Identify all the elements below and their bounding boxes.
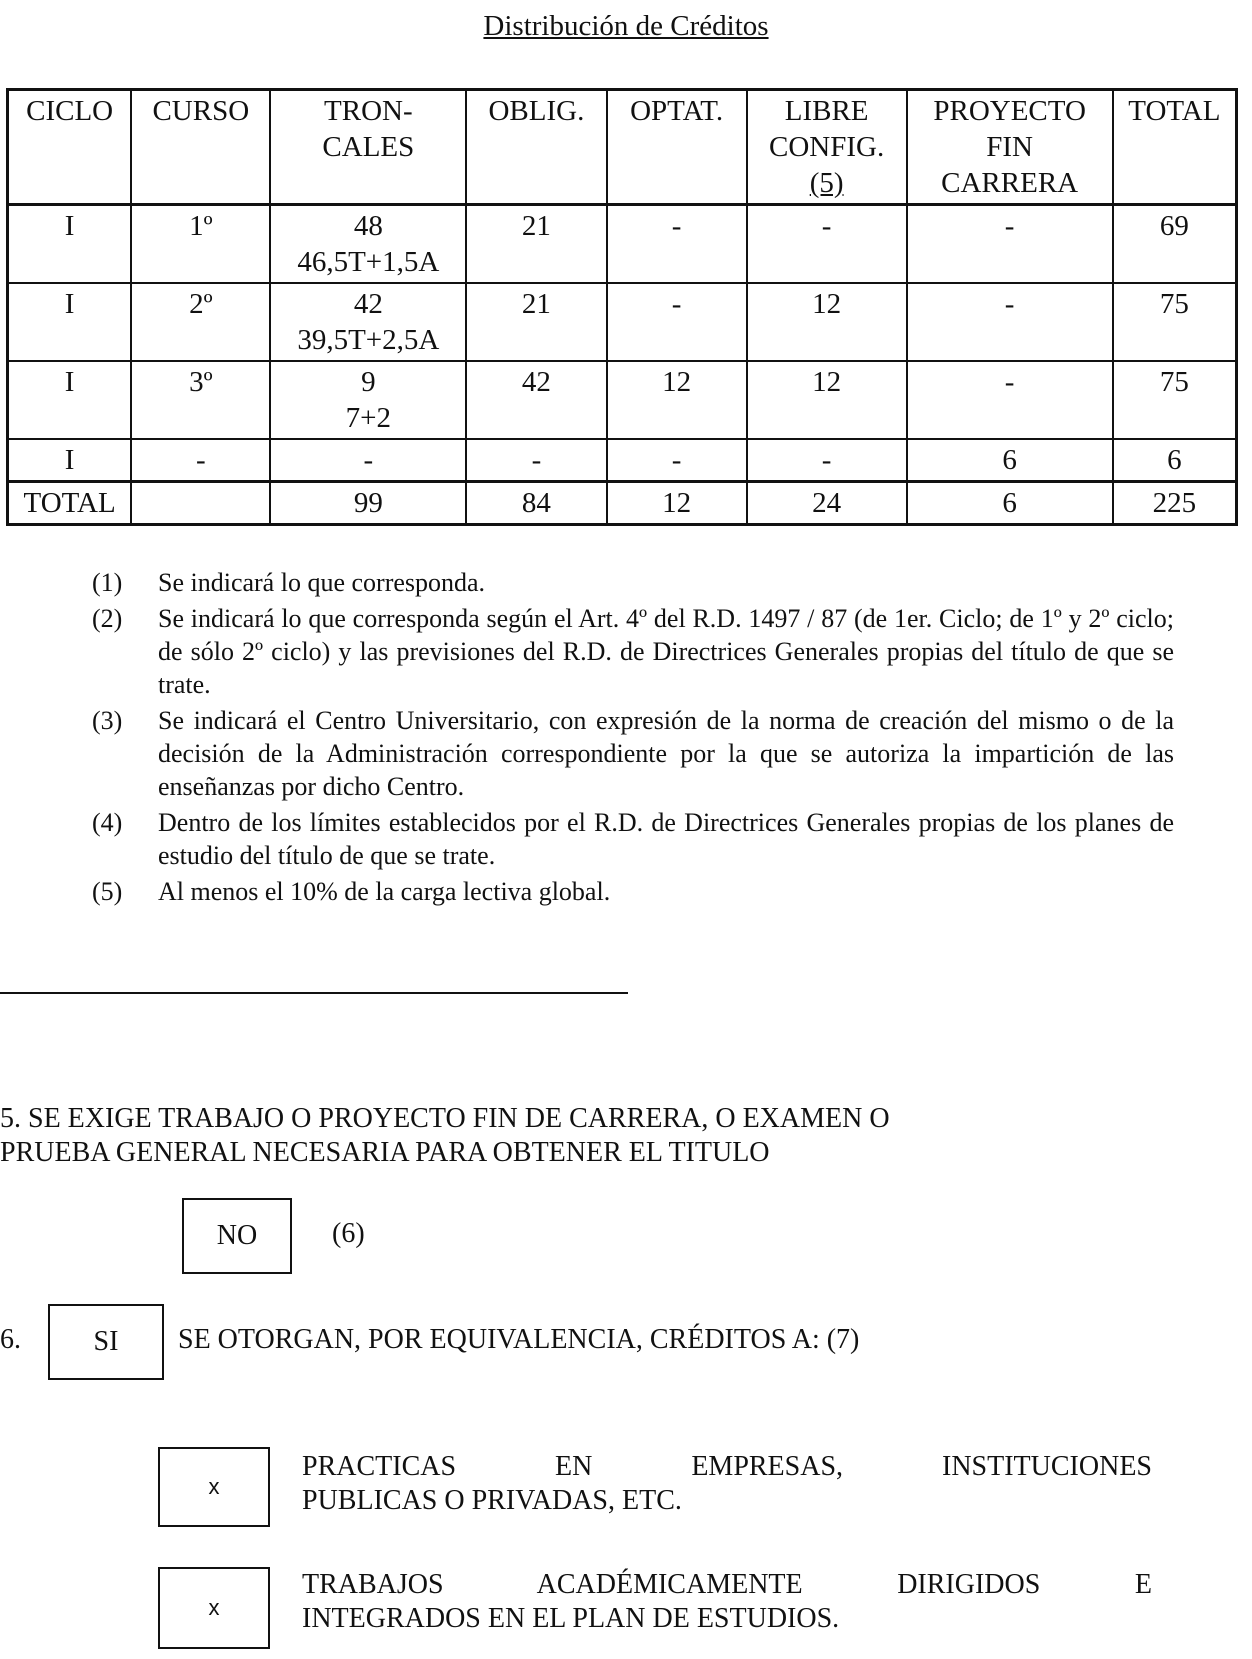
table-row	[8, 283, 1237, 361]
cell-oblig: 42	[466, 361, 606, 439]
cell-troncales: -	[270, 439, 466, 482]
cell-optat: 12	[607, 482, 747, 525]
section-5-heading	[0, 1102, 1180, 1170]
cell-troncales: 42 39,5T+2,5A	[270, 283, 466, 361]
cell-proyecto: -	[907, 205, 1113, 284]
cell-ciclo: I	[8, 439, 132, 482]
footnote: (1) Se indicará lo que corresponda.	[92, 568, 486, 597]
cell-curso: 2º	[131, 283, 270, 361]
cell-ciclo: I	[8, 361, 132, 439]
cell-curso	[131, 482, 270, 525]
cell-oblig: 21	[466, 205, 606, 284]
cell-optat: -	[607, 205, 747, 284]
cell-libre: -	[747, 439, 907, 482]
cell-optat: -	[607, 439, 747, 482]
section-5-line-2: PRUEBA GENERAL NECESARIA PARA OBTENER EL TITULO	[0, 1137, 770, 1168]
cell-curso: 1º	[131, 205, 270, 284]
cell-curso: -	[131, 439, 270, 482]
section-6-answer-box: SI	[48, 1304, 164, 1380]
footnote: (3) Se indicará el Centro Universitario, con expresión de la norma de creación del mismo o de la decisión de la Administración correspondiente por la que se autoriza la impartición de las enseñanzas por dicho Centro.	[92, 706, 1174, 801]
section-6-number: 6.	[0, 1324, 21, 1355]
cell-optat: -	[607, 283, 747, 361]
cell-total: 75	[1113, 361, 1237, 439]
cell-total: 6	[1113, 439, 1237, 482]
credits-distribution-table	[6, 88, 1238, 526]
section-5-note-ref: (6)	[332, 1218, 365, 1249]
col-header-optat: OPTAT.	[607, 90, 747, 205]
cell-libre: 12	[747, 361, 907, 439]
cell-oblig: 21	[466, 283, 606, 361]
cell-troncales: 99	[270, 482, 466, 525]
trabajos-option-text: TRABAJOS ACADÉMICAMENTE DIRIGIDOS E INTEGRADOS EN EL PLAN DE ESTUDIOS.	[302, 1569, 1152, 1634]
cell-total-label: TOTAL	[8, 482, 132, 525]
footnote: (2) Se indicará lo que corresponda según el Art. 4º del R.D. 1497 / 87 (de 1er. Ciclo; de 1º y 2º ciclo; de sólo 2º ciclo) y las previsiones del R.D. de Directrices Generales propias del título de que se trate.	[92, 604, 1174, 699]
section-5-answer-box: NO	[182, 1198, 292, 1274]
cell-proyecto: 6	[907, 482, 1113, 525]
col-header-troncales: TRON- CALES	[270, 90, 466, 205]
cell-libre: -	[747, 205, 907, 284]
col-header-oblig: OBLIG.	[466, 90, 606, 205]
table-row	[8, 439, 1237, 482]
cell-oblig: -	[466, 439, 606, 482]
footnotes-list	[92, 566, 1174, 911]
cell-total: 75	[1113, 283, 1237, 361]
table-total-row	[8, 482, 1237, 525]
cell-ciclo: I	[8, 205, 132, 284]
practicas-checkbox[interactable]: x	[158, 1447, 270, 1527]
cell-total: 225	[1113, 482, 1237, 525]
section-6-heading: SE OTORGAN, POR EQUIVALENCIA, CRÉDITOS A: (7)	[178, 1324, 860, 1355]
practicas-option-text: PRACTICAS EN EMPRESAS, INSTITUCIONES PUBLICAS O PRIVADAS, ETC.	[302, 1451, 1152, 1516]
footnote: (5) Al menos el 10% de la carga lectiva global.	[92, 877, 611, 906]
table-header-row	[8, 90, 1237, 205]
cell-curso: 3º	[131, 361, 270, 439]
cell-total: 69	[1113, 205, 1237, 284]
col-header-ciclo: CICLO	[8, 90, 132, 205]
page-title: Distribución de Créditos	[483, 10, 769, 42]
cell-proyecto: -	[907, 283, 1113, 361]
cell-ciclo: I	[8, 283, 132, 361]
footnote: (4) Dentro de los límites establecidos por el R.D. de Directrices Generales propias de los planes de estudio del título de que se trate.	[92, 808, 1174, 870]
section-5-line-1: 5. SE EXIGE TRABAJO O PROYECTO FIN DE CARRERA, O EXAMEN O	[0, 1103, 890, 1134]
cell-libre: 12	[747, 283, 907, 361]
col-header-total: TOTAL	[1113, 90, 1237, 205]
cell-proyecto: 6	[907, 439, 1113, 482]
col-header-proyecto: PROYECTO FIN CARRERA	[907, 90, 1113, 205]
cell-proyecto: -	[907, 361, 1113, 439]
table-row	[8, 205, 1237, 284]
table-row	[8, 361, 1237, 439]
cell-oblig: 84	[466, 482, 606, 525]
cell-optat: 12	[607, 361, 747, 439]
trabajos-checkbox[interactable]: x	[158, 1567, 270, 1649]
col-header-curso: CURSO	[131, 90, 270, 205]
col-header-libre: LIBRE CONFIG. (5)	[747, 90, 907, 205]
footnote-divider	[0, 992, 628, 994]
cell-libre: 24	[747, 482, 907, 525]
cell-troncales: 9 7+2	[270, 361, 466, 439]
cell-troncales: 48 46,5T+1,5A	[270, 205, 466, 284]
